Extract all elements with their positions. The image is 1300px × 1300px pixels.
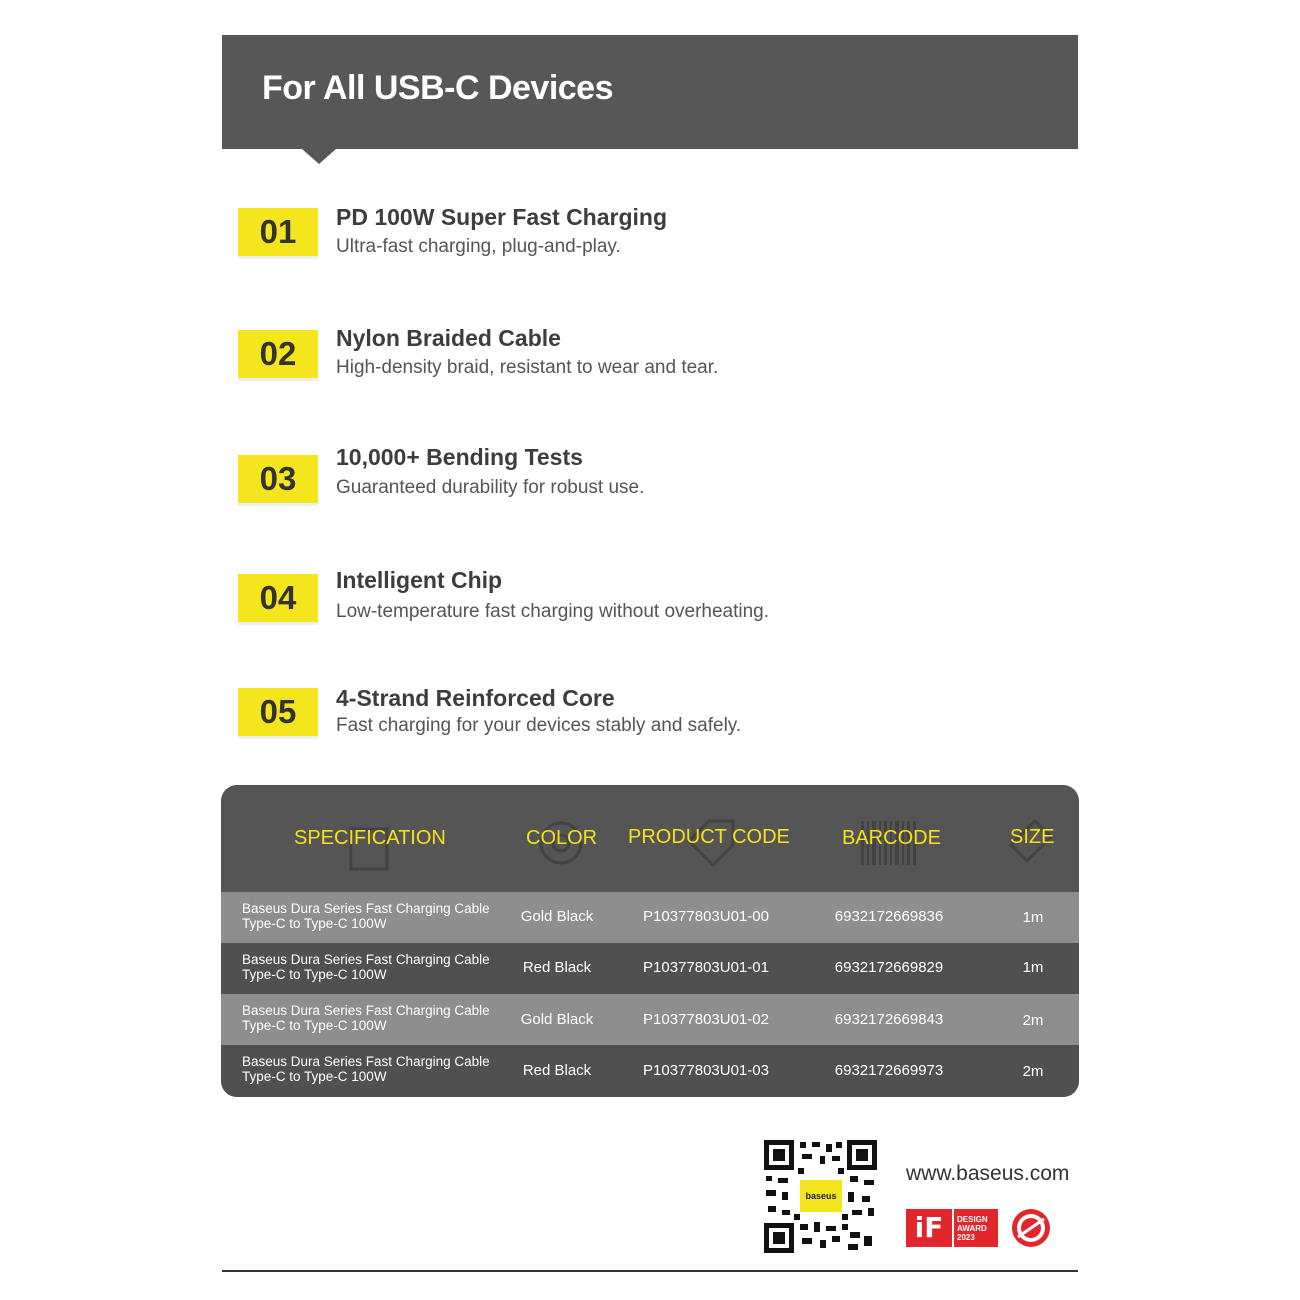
table-row [221,994,1079,1045]
feature-number: 05 [238,688,318,736]
feature-number: 04 [238,574,318,622]
feature-number: 02 [238,330,318,378]
spec-line: Baseus Dura Series Fast Charging Cable [242,1003,490,1018]
table-row [221,892,1079,943]
feature-description: High-density braid, resistant to wear and tear. [336,357,719,378]
cell-color: Red Black [522,959,592,976]
spec-line: Type-C to Type-C 100W [242,1069,387,1084]
red-dot-award-icon [1010,1207,1052,1249]
cell-product-code: P10377803U01-02 [643,1011,769,1028]
page-header [222,35,1078,149]
website-link[interactable]: www.baseus.com [906,1162,1070,1185]
if-logo-text: iF [914,1211,944,1244]
header-barcode: BARCODE [842,827,941,849]
award-line: AWARD [957,1224,987,1233]
feature-description: Ultra-fast charging, plug-and-play. [336,236,621,257]
feature-item [238,444,1078,515]
spec-line: Type-C to Type-C 100W [242,967,387,982]
cell-size: 2m [1022,1012,1044,1029]
feature-item [238,204,1078,268]
spec-line: Baseus Dura Series Fast Charging Cable [242,952,490,967]
cell-barcode: 6932172669829 [834,959,944,976]
header-pointer [302,149,336,164]
cell-color: Gold Black [520,1011,594,1028]
cell-product-code: P10377803U01-01 [643,959,769,976]
feature-title: Intelligent Chip [336,567,503,593]
cell-size: 1m [1022,959,1044,976]
bottom-divider [222,1270,1078,1272]
feature-item [238,685,1078,748]
cell-size: 2m [1022,1063,1044,1080]
spec-table [221,785,1079,1097]
feature-number: 03 [238,455,318,503]
feature-description: Fast charging for your devices stably and safely. [336,715,742,736]
spec-line: Type-C to Type-C 100W [242,1018,387,1033]
spec-line: Type-C to Type-C 100W [242,916,387,931]
cell-specification [242,952,490,982]
table-row [221,943,1079,994]
cell-color: Red Black [522,1062,592,1079]
cell-specification [242,901,490,931]
header-size: SIZE [1010,826,1055,848]
feature-description: Guaranteed durability for robust use. [336,477,645,498]
cell-color: Gold Black [520,908,594,925]
cell-product-code: P10377803U01-00 [643,908,769,925]
design-award-badge [954,1209,998,1247]
award-year: 2023 [957,1233,975,1242]
cell-barcode: 6932172669843 [834,1011,944,1028]
cell-barcode: 6932172669836 [834,908,944,925]
cell-barcode: 6932172669973 [834,1062,944,1079]
header-color: COLOR [526,827,598,849]
cell-specification [242,1003,490,1033]
table-row [221,1045,1079,1097]
feature-item [238,567,1078,634]
feature-title: Nylon Braided Cable [336,325,561,351]
feature-title: PD 100W Super Fast Charging [336,204,668,230]
feature-title: 10,000+ Bending Tests [336,444,583,470]
feature-description: Low-temperature fast charging without overheating. [336,601,770,622]
table-header [221,785,1079,892]
cell-specification [242,1054,490,1084]
page-title: For All USB-C Devices [262,69,613,107]
cell-size: 1m [1022,909,1044,926]
feature-title: 4-Strand Reinforced Core [336,685,615,711]
spec-line: Baseus Dura Series Fast Charging Cable [242,1054,490,1069]
baseus-logo: baseus [800,1180,842,1212]
feature-item [238,325,1078,390]
award-line: DESIGN [957,1215,988,1224]
qr-code [764,1140,877,1253]
cell-product-code: P10377803U01-03 [643,1062,769,1079]
spec-line: Baseus Dura Series Fast Charging Cable [242,901,490,916]
header-product-code: PRODUCT CODE [628,826,790,848]
header-specification: SPECIFICATION [294,827,446,849]
if-award-logo [906,1209,952,1247]
award-text [957,1215,997,1242]
feature-number: 01 [238,208,318,256]
